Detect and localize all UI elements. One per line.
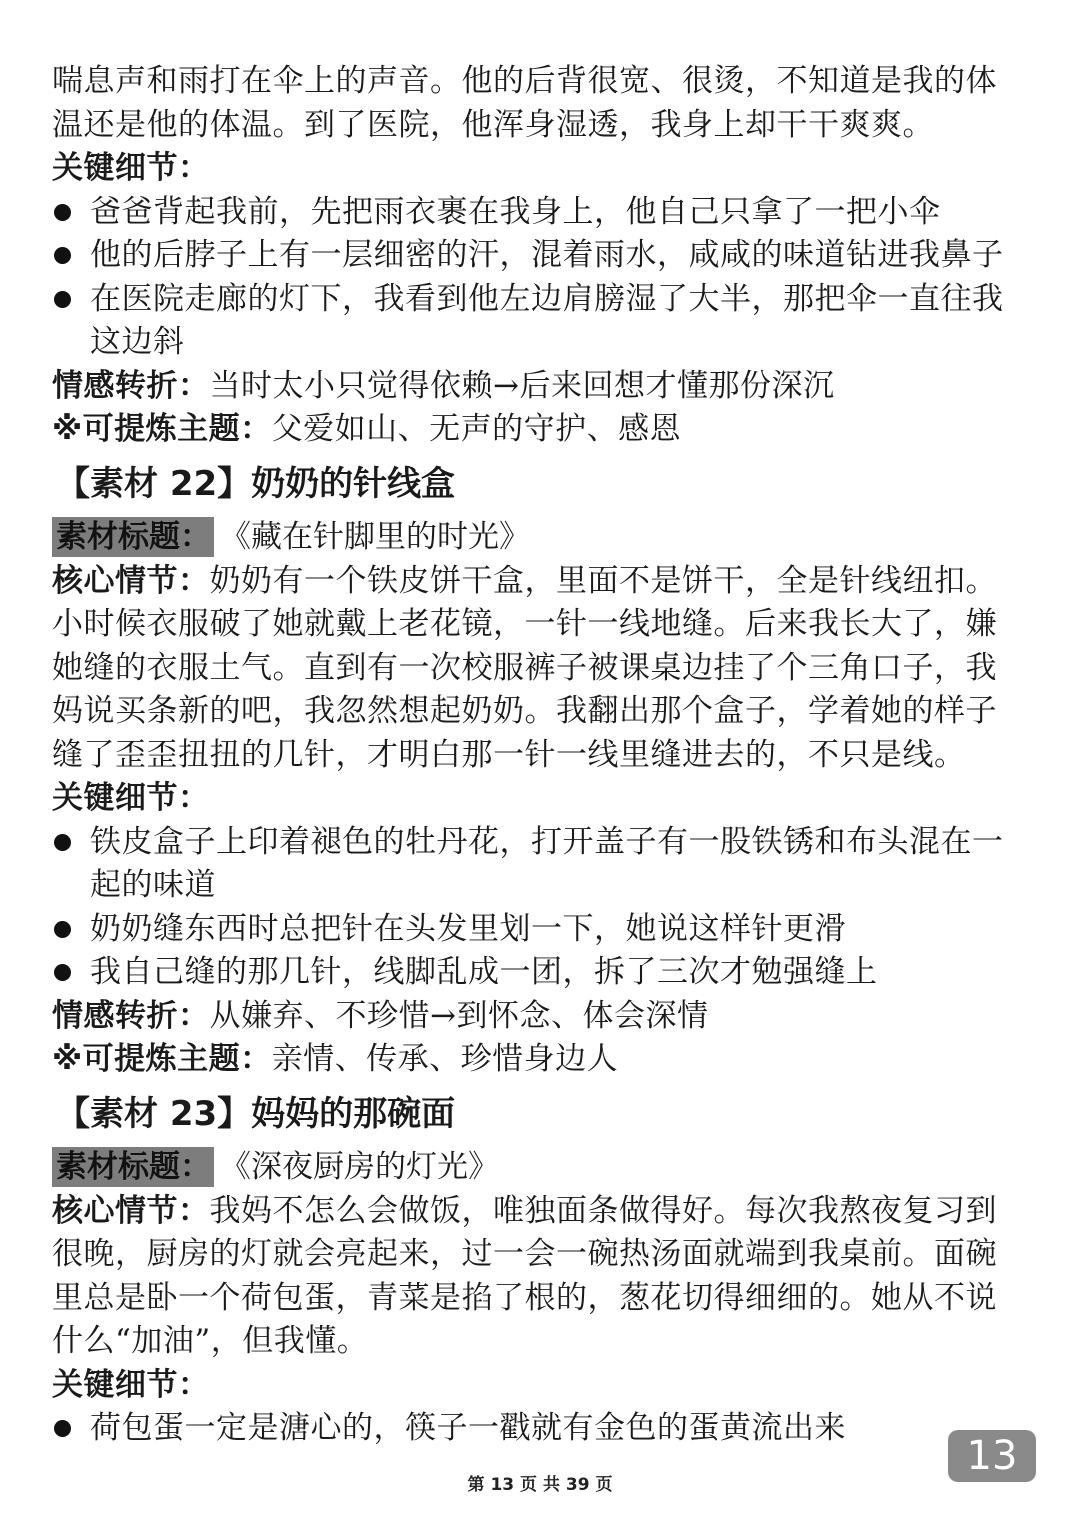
theme-text: 父爱如山、无声的守护、感恩	[271, 411, 682, 447]
details-label: 关键细节：	[52, 780, 210, 816]
core-row	[52, 1190, 1032, 1234]
list-item: 爸爸背起我前，先把雨衣裹在我身上，他自己只拿了一把小伞	[52, 191, 1032, 235]
core-text: 我妈不怎么会做饭，唯独面条做得好。每次我熬夜复习到	[209, 1192, 997, 1229]
list-item-continuation: 这边斜	[90, 324, 185, 360]
page-number-badge: 13	[948, 1430, 1036, 1482]
text-line: 很晚，厨房的灯就会亮起来，过一会一碗热汤面就端到我桌前。面碗	[52, 1236, 997, 1272]
list-item: 我自己缝的那几针，线脚乱成一团，拆了三次才勉强缝上	[52, 951, 1032, 995]
title-tag: 素材标题：	[52, 517, 214, 557]
core-row	[52, 560, 1032, 604]
list-item: 铁皮盒子上印着褪色的牡丹花，打开盖子有一股铁锈和布头混在一	[52, 821, 1032, 865]
text-line: 小时候衣服破了她就戴上老花镜，一针一线地缝。后来我长大了，嫌	[52, 606, 997, 642]
list-item: 他的后脖子上有一层细密的汗，混着雨水，咸咸的味道钻进我鼻子	[52, 234, 1032, 278]
list-item-continuation: 起的味道	[90, 867, 216, 903]
details-label: 关键细节：	[52, 150, 210, 186]
list-item: 奶奶缝东西时总把针在头发里划一下，她说这样针更滑	[52, 908, 1032, 952]
theme-row	[52, 1038, 1032, 1082]
details-list	[52, 191, 1032, 365]
details-list	[52, 1407, 1032, 1451]
text-line: 她缝的衣服土气。直到有一次校服裤子被课桌边挂了个三角口子，我	[52, 649, 997, 686]
section-heading: 【素材 23】妈妈的那碗面	[56, 1093, 456, 1134]
text-line: 温还是他的体温。到了医院，他浑身湿透，我身上却干干爽爽。	[52, 106, 934, 143]
section-heading: 【素材 22】奶奶的针线盒	[56, 463, 456, 504]
title-row	[52, 1144, 1032, 1190]
intro-paragraph	[52, 60, 1032, 147]
emotion-text: 从嫌弃、不珍惜→到怀念、体会深情	[209, 997, 709, 1034]
theme-label: ※可提炼主题：	[52, 1041, 272, 1077]
details-label: 关键细节：	[52, 1366, 210, 1403]
core-text: 奶奶有一个铁皮饼干盒，里面不是饼干，全是针线纽扣。	[209, 562, 997, 599]
document-page	[52, 60, 1032, 1451]
text-line: 喘息声和雨打在伞上的声音。他的后背很宽、很烫，不知道是我的体	[52, 63, 997, 99]
list-item: 在医院走廊的灯下，我看到他左边肩膀湿了大半，那把伞一直往我	[52, 278, 1032, 322]
theme-label: ※可提炼主题：	[52, 411, 272, 447]
title-text: 《深夜厨房的灯光》	[220, 1148, 499, 1185]
emotion-label: 情感转折：	[52, 367, 210, 404]
theme-row	[52, 408, 1032, 452]
emotion-row	[52, 995, 1032, 1039]
emotion-text: 当时太小只觉得依赖→后来回想才懂那份深沉	[209, 367, 835, 404]
core-label: 核心情节：	[52, 1192, 210, 1229]
core-label: 核心情节：	[52, 562, 210, 599]
text-line: 缝了歪歪扭扭的几针，才明白那一针一线里缝进去的，不只是线。	[52, 736, 966, 773]
emotion-row	[52, 365, 1032, 409]
page-footer: 第 13 页 共 39 页	[467, 1475, 613, 1495]
title-tag: 素材标题：	[52, 1147, 214, 1187]
title-row	[52, 514, 1032, 560]
list-item: 荷包蛋一定是溏心的，筷子一戳就有金色的蛋黄流出来	[52, 1407, 1032, 1451]
theme-text: 亲情、传承、珍惜身边人	[271, 1041, 619, 1077]
text-line: 里总是卧一个荷包蛋，青菜是掐了根的，葱花切得细细的。她从不说	[52, 1279, 997, 1316]
text-line: 什么“加油”，但我懂。	[52, 1323, 369, 1359]
text-line: 妈说买条新的吧，我忽然想起奶奶。我翻出那个盒子，学着她的样子	[52, 693, 997, 729]
title-text: 《藏在针脚里的时光》	[220, 518, 530, 555]
details-list	[52, 821, 1032, 995]
emotion-label: 情感转折：	[52, 997, 210, 1034]
